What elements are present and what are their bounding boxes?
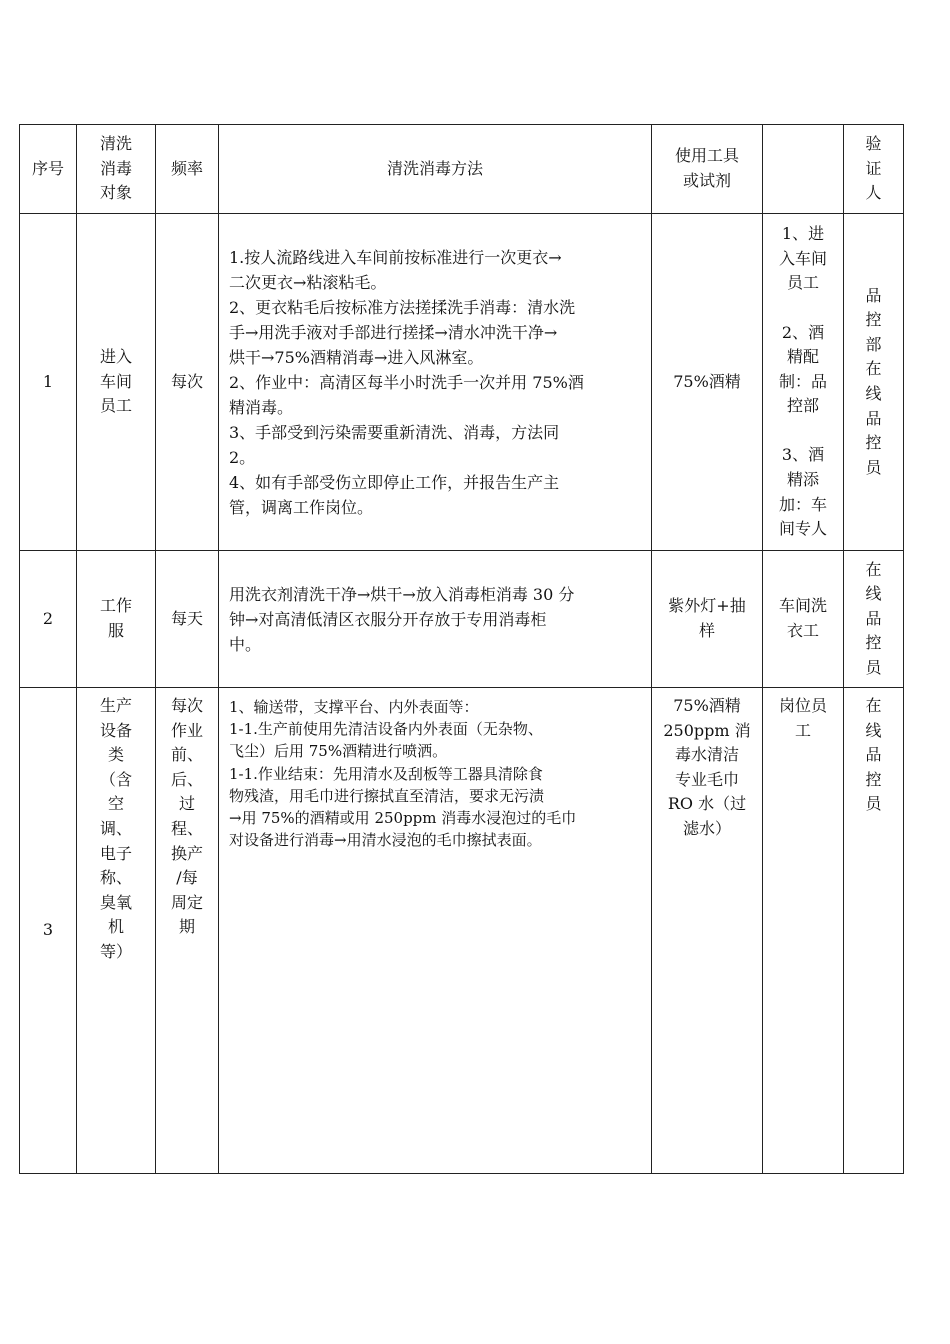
cell-line: 烘干→75%酒精消毒→进入风淋室。 <box>229 347 484 367</box>
row-method <box>219 688 652 1174</box>
cell-text: 清洗消毒方法 <box>386 158 483 178</box>
row-tools <box>652 688 763 1174</box>
cell-line: 在 <box>865 696 882 715</box>
cell-text: 3 <box>42 920 54 940</box>
cell-line: 调、 <box>99 818 132 838</box>
cell-line: 1、输送带，支撑平台、内外表面等： <box>229 698 479 716</box>
cell-line: 臭氧 <box>99 892 132 912</box>
cell-line: /每 <box>176 868 198 888</box>
cell-line: 品 <box>865 408 882 428</box>
cell-line: 2、更衣粘毛后按标准方法搓揉洗手消毒：清水洗 <box>229 297 576 317</box>
row-no <box>20 551 77 688</box>
cell-line: 精添 <box>786 470 819 490</box>
cell-line: 过 <box>178 794 195 814</box>
cell-line: 员工 <box>99 396 132 416</box>
header-tools <box>652 125 763 214</box>
cell-line: 手→用洗手液对手部进行搓揉→清水冲洗干净→ <box>229 322 558 342</box>
row-frequency <box>156 688 219 1174</box>
cell-line: RO 水（过 <box>667 794 747 814</box>
cell-line: 换产 <box>170 843 203 863</box>
cell-line: 1.按人流路线进入车间前按标准进行一次更衣→ <box>229 247 562 267</box>
cell-line: 空 <box>107 794 124 814</box>
cell-line: 前、 <box>170 745 203 765</box>
cell-line: 员 <box>865 657 882 677</box>
cell-line: 电子 <box>99 843 132 863</box>
cell-line: 入车间 <box>778 248 827 268</box>
cell-line: 样 <box>698 621 715 640</box>
cell-line: 间专人 <box>778 519 827 539</box>
cell-line: 二次更衣→粘滚粘毛。 <box>229 272 387 292</box>
header-frequency <box>156 125 219 214</box>
cell-line: 衣工 <box>786 621 819 640</box>
cell-line: 控 <box>865 769 882 789</box>
cell-line: 进入 <box>99 347 132 367</box>
header-method <box>219 125 652 214</box>
cell-line: 1、进 <box>781 224 825 244</box>
row-method <box>219 214 652 551</box>
cell-line: 1-1.作业结束：先用清水及刮板等工器具清除食 <box>229 764 543 783</box>
cell-line: 管，调离工作岗位。 <box>229 497 374 517</box>
cell-line: 员工 <box>786 273 819 293</box>
header-no <box>20 125 77 214</box>
cell-line: 工作 <box>99 596 132 616</box>
cell-line: 线 <box>865 384 882 403</box>
cell-line: 员 <box>865 457 882 477</box>
row-no <box>20 688 77 1174</box>
cell-line: 4、如有手部受伤立即停止工作，并报告生产主 <box>229 472 560 492</box>
cell-line: 75%酒精 <box>673 696 741 715</box>
cell-line: 线 <box>865 584 882 604</box>
row-no <box>20 214 77 551</box>
cell-line: →用 75%的酒精或用 250ppm 消毒水浸泡过的毛巾 <box>229 809 577 828</box>
cell-line: 品 <box>865 745 882 765</box>
cell-line: 程、 <box>170 818 203 838</box>
cell-line: 250ppm 消 <box>663 720 751 740</box>
cell-line: 工 <box>794 720 811 740</box>
cell-line: 品 <box>865 608 882 628</box>
cell-line: 2、作业中：高清区每半小时洗手一次并用 75%酒 <box>229 372 584 392</box>
cell-line: 飞尘）后用 75%酒精进行喷洒。 <box>229 742 448 761</box>
cell-line <box>763 419 843 444</box>
cell-line: 期 <box>178 917 195 937</box>
cell-line: 加：车 <box>778 494 827 514</box>
row-operator <box>763 551 844 688</box>
cell-line: 线 <box>865 720 882 740</box>
table-row <box>20 214 904 551</box>
cell-line <box>763 296 843 321</box>
cell-line: 部 <box>865 334 882 354</box>
cell-line: 控 <box>865 310 882 330</box>
header-verifier <box>844 125 904 214</box>
cell-line: 或试剂 <box>682 171 731 190</box>
cell-line: 精消毒。 <box>229 397 294 417</box>
cell-line: 每次 <box>170 696 203 715</box>
cell-line: 等） <box>99 941 132 961</box>
cell-line: 控部 <box>786 396 819 416</box>
cell-line: 毒水清洁 <box>674 745 739 765</box>
row-object <box>77 688 156 1174</box>
row-operator <box>763 214 844 551</box>
cell-line: 2、酒 <box>781 322 825 342</box>
row-frequency <box>156 214 219 551</box>
header-row <box>20 125 904 214</box>
cell-text: 每天 <box>170 608 203 628</box>
cell-line: 钟→对高清低清区衣服分开存放于专用消毒柜 <box>229 609 547 629</box>
cell-line: 精配 <box>786 347 819 367</box>
cell-line: 机 <box>107 917 124 937</box>
cell-line: 对设备进行消毒→用清水浸泡的毛巾擦拭表面。 <box>229 831 542 850</box>
cell-line: 用洗衣剂清洗干净→烘干→放入消毒柜消毒 30 分 <box>229 584 575 604</box>
header-operator <box>763 125 844 214</box>
row-object <box>77 551 156 688</box>
cell-line: 在 <box>865 559 882 579</box>
cell-line: 在 <box>865 359 882 379</box>
cell-text: 1 <box>42 371 54 391</box>
cell-line: 服 <box>107 621 124 640</box>
cell-line: 证 <box>865 158 882 178</box>
row-tools <box>652 214 763 551</box>
cell-line: （含 <box>99 769 132 789</box>
cell-line: 3、酒 <box>781 445 825 465</box>
cell-line: 周定 <box>170 892 203 912</box>
cell-line: 紫外灯+抽 <box>668 596 746 616</box>
cell-line: 中。 <box>229 634 262 654</box>
cell-line: 品 <box>865 285 882 305</box>
cell-line: 制：品 <box>778 371 827 391</box>
cell-text: 2 <box>42 608 54 628</box>
cell-line: 验 <box>865 134 882 154</box>
cleaning-disinfection-table <box>19 124 904 1174</box>
cell-line: 1-1.生产前使用先清洁设备内外表面（无杂物、 <box>229 720 543 739</box>
cell-line: 人 <box>865 183 882 203</box>
cell-line: 生产 <box>99 696 132 715</box>
cell-line: 清洗 <box>99 134 132 154</box>
row-method <box>219 551 652 688</box>
cell-line: 员 <box>865 794 882 814</box>
cell-line: 类 <box>107 745 124 765</box>
cell-line: 控 <box>865 433 882 453</box>
cell-line: 控 <box>865 633 882 653</box>
cell-line: 称、 <box>99 868 132 888</box>
row-frequency <box>156 551 219 688</box>
cell-line: 后、 <box>170 769 203 789</box>
row-operator <box>763 688 844 1174</box>
row-object <box>77 214 156 551</box>
cell-line: 3、手部受到污染需要重新清洗、消毒，方法同 <box>229 422 560 442</box>
cell-line: 75%酒精 <box>673 371 741 391</box>
row-verifier <box>844 214 904 551</box>
cell-line: 滤水） <box>682 818 731 838</box>
cell-line: 设备 <box>99 720 132 740</box>
row-verifier <box>844 551 904 688</box>
row-tools <box>652 551 763 688</box>
cell-text: 每次 <box>170 371 203 391</box>
cell-line: 岗位员 <box>778 696 827 715</box>
cell-line: 对象 <box>99 183 132 203</box>
cell-line: 2。 <box>229 447 256 467</box>
cell-line: 专业毛巾 <box>674 769 739 789</box>
cell-line: 车间洗 <box>778 596 827 616</box>
cell-line: 作业 <box>170 720 203 740</box>
cell-text: 序号 <box>31 158 64 178</box>
cell-line: 物残渣，用毛巾进行擦拭直至清洁，要求无污渍 <box>229 786 545 805</box>
table-row <box>20 688 904 1174</box>
row-verifier <box>844 688 904 1174</box>
cell-line: 车间 <box>99 371 132 391</box>
table-row <box>20 551 904 688</box>
header-object <box>77 125 156 214</box>
cell-text: 频率 <box>170 158 203 178</box>
cell-line: 消毒 <box>99 158 132 178</box>
cell-line: 使用工具 <box>674 146 739 166</box>
